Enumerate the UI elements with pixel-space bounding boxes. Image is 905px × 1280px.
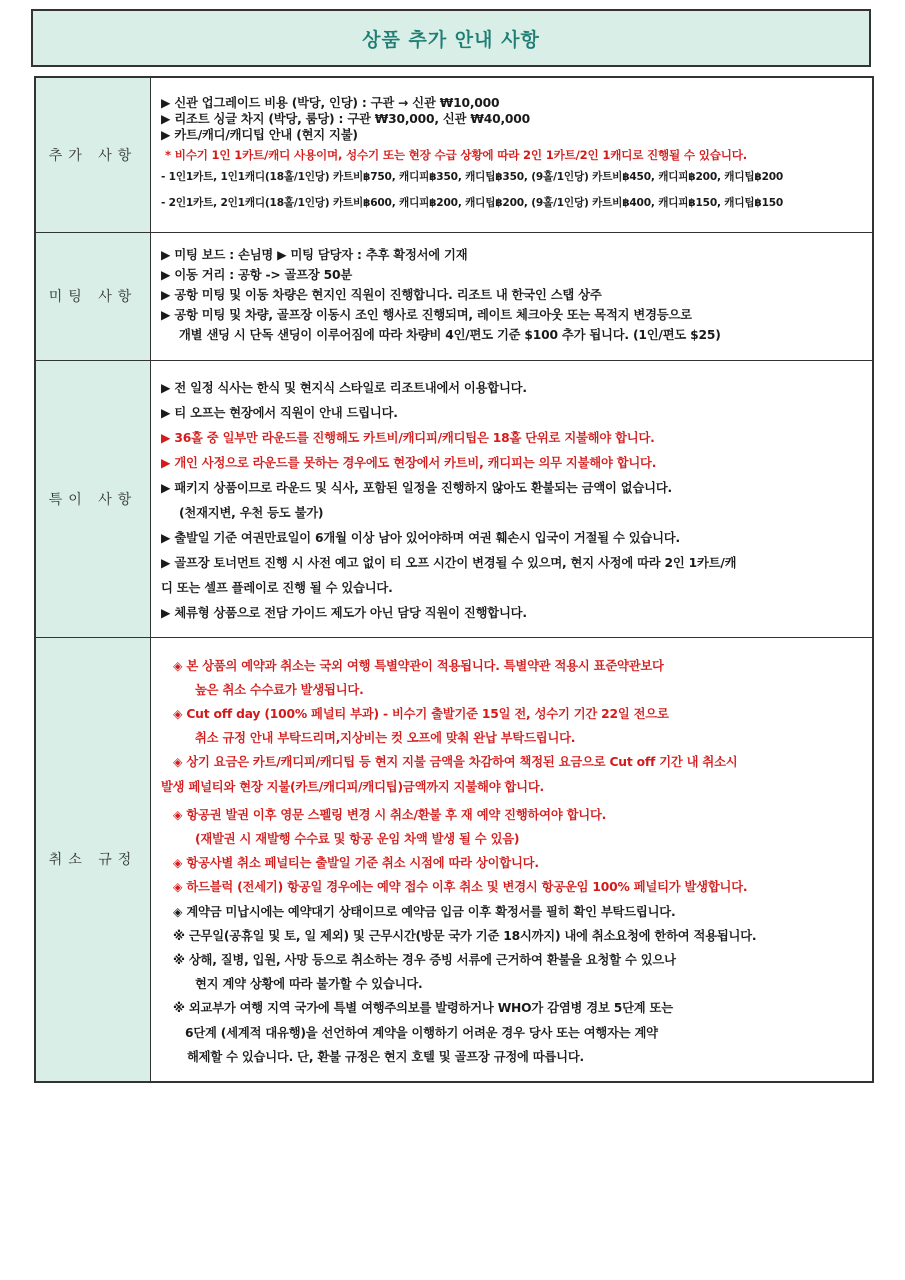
title-box [31, 9, 871, 67]
list-item-warning: * 비수기 1인 1카트/캐디 사용이며, 성수기 또는 현장 수급 상황에 따라 2인 1카트/2인 1캐디로 진행될 수 있습니다. [165, 148, 747, 162]
list-item-warning: ▶ 개인 사정으로 라운드를 못하는 경우에도 현장에서 카트비, 캐디피는 의무 지불해야 합니다. [161, 455, 657, 470]
list-item-warning: 높은 취소 수수료가 발생됩니다. [195, 682, 364, 697]
list-item: 개별 샌딩 시 단독 샌딩이 이루어짐에 따라 차량비 4인/편도 기준 $100 추가 됩니다. (1인/편도 $25) [179, 327, 721, 342]
list-item-warning: (재발권 시 재발행 수수료 및 항공 운임 차액 발생 될 수 있음) [195, 831, 520, 846]
section-label-meeting: 미팅 사항 [35, 232, 151, 360]
list-item: ▶ 출발일 기준 여권만료일이 6개월 이상 남아 있어야하며 여권 훼손시 입국이 거절될 수 있습니다. [161, 530, 680, 545]
info-table [34, 76, 874, 1083]
list-item-warning: 발생 페널티와 현장 지불(카트/캐디피/캐디팁)금액까지 지불해야 합니다. [161, 779, 544, 794]
section-label-special: 특이 사항 [35, 360, 151, 637]
section-additional [35, 77, 873, 232]
section-content-special [151, 360, 874, 637]
list-item: ▶ 공항 미팅 및 이동 차량은 현지인 직원이 진행합니다. 리조트 내 한국인 스탭 상주 [161, 287, 602, 302]
list-item: ※ 외교부가 여행 지역 국가에 특별 여행주의보를 발령하거나 WHO가 감염병 경보 5단계 또는 [173, 1001, 673, 1016]
list-item-warning: ◈ 항공권 발권 이후 영문 스펠링 변경 시 취소/환불 후 재 예약 진행하여야 합니다. [173, 807, 607, 822]
list-item-warning: ▶ 36홀 중 일부만 라운드를 진행해도 카트비/캐디피/캐디팁은 18홀 단위로 지불해야 합니다. [161, 430, 655, 445]
list-item: ▶ 리조트 싱글 차지 (박당, 룸당) : 구관 ₩30,000, 신관 ₩40,000 [161, 112, 530, 126]
page-title: 상품 추가 안내 사항 [362, 28, 540, 51]
list-item-warning: ◈ 항공사별 취소 페널티는 출발일 기준 취소 시점에 따라 상이합니다. [173, 856, 539, 871]
section-content-meeting [151, 232, 874, 360]
list-item: ◈ 계약금 미납시에는 예약대기 상태이므로 예약금 입금 이후 확정서를 필히 확인 부탁드립니다. [173, 904, 676, 919]
list-item-warning: 취소 규정 안내 부탁드리며,지상비는 컷 오프에 맞춰 완납 부탁드립니다. [195, 731, 576, 746]
list-item-warning: ◈ 하드블럭 (전세기) 항공일 경우에는 예약 접수 이후 취소 및 변경시 항공운임 100% 페널티가 발생합니다. [173, 880, 748, 895]
list-item: ▶ 티 오프는 현장에서 직원이 안내 드립니다. [161, 405, 398, 420]
list-item: ▶ 전 일정 식사는 한식 및 현지식 스타일로 리조트내에서 이용합니다. [161, 380, 527, 395]
section-content-additional [151, 77, 874, 232]
list-item: ▶ 골프장 토너먼트 진행 시 사전 예고 없이 티 오프 시간이 변경될 수 있으며, 현지 사정에 따라 2인 1카트/캐 [161, 555, 737, 570]
list-item: ▶ 공항 미팅 및 차량, 골프장 이동시 조인 행사로 진행되며, 레이트 체크아웃 또는 목적지 변경등으로 [161, 307, 692, 322]
section-label-additional: 추가 사항 [35, 77, 151, 232]
list-item: ▶ 이동 거리 : 공항 -> 골프장 50분 [161, 267, 353, 282]
list-item-warning: ◈ 상기 요금은 카트/캐디피/캐디팁 등 현지 지불 금액을 차감하여 책정된 요금으로 Cut off 기간 내 취소시 [173, 755, 738, 770]
section-label-cancel: 취소 규정 [35, 637, 151, 1082]
list-item-warning: ◈ Cut off day (100% 페널티 부과) - 비수기 출발기준 15일 전, 성수기 기간 22일 전으로 [173, 706, 669, 721]
list-item: 현지 계약 상황에 따라 불가할 수 있습니다. [195, 977, 423, 992]
list-item: ▶ 신관 업그레이드 비용 (박당, 인당) : 구관 → 신관 ₩10,000 [161, 96, 500, 110]
list-item: ▶ 패키지 상품이므로 라운드 및 식사, 포함된 일정을 진행하지 않아도 환불되는 금액이 없습니다. [161, 480, 672, 495]
section-cancel [35, 637, 873, 1082]
list-item: ▶ 미팅 보드 : 손님명 ▶ 미팅 담당자 : 추후 확정서에 기재 [161, 247, 468, 262]
section-special [35, 360, 873, 637]
list-item: ※ 근무일(공휴일 및 토, 일 제외) 및 근무시간(방문 국가 기준 18시까지) 내에 취소요청에 한하여 적용됩니다. [173, 928, 757, 943]
list-item: - 2인1카트, 2인1캐디(18홀/1인당) 카트비฿600, 캐디피฿200, 캐디팁฿200, (9홀/1인당) 카트비฿400, 캐디피฿150, 캐디팁฿150 [161, 197, 784, 209]
section-content-cancel [151, 637, 874, 1082]
list-item: 디 또는 셀프 플레이로 진행 될 수 있습니다. [161, 580, 393, 595]
list-item: ※ 상해, 질병, 입원, 사망 등으로 취소하는 경우 증빙 서류에 근거하여 환불을 요청할 수 있으나 [173, 952, 676, 967]
list-item: 6단계 (세계적 대유행)을 선언하여 계약을 이행하기 어려운 경우 당사 또는 여행자는 계약 [185, 1025, 658, 1040]
section-meeting [35, 232, 873, 360]
list-item: ▶ 체류형 상품으로 전담 가이드 제도가 아닌 담당 직원이 진행합니다. [161, 605, 527, 620]
list-item: (천재지변, 우천 등도 불가) [179, 505, 324, 520]
list-item: ▶ 카트/캐디/캐디팁 안내 (현지 지불) [161, 128, 358, 142]
list-item: 해제할 수 있습니다. 단, 환불 규정은 현지 호텔 및 골프장 규정에 따릅니다. [187, 1049, 584, 1064]
list-item-warning: ◈ 본 상품의 예약과 취소는 국외 여행 특별약관이 적용됩니다. 특별약관 적용시 표준약관보다 [173, 658, 664, 673]
list-item: - 1인1카트, 1인1캐디(18홀/1인당) 카트비฿750, 캐디피฿350, 캐디팁฿350, (9홀/1인당) 카트비฿450, 캐디피฿200, 캐디팁฿200 [161, 171, 784, 183]
